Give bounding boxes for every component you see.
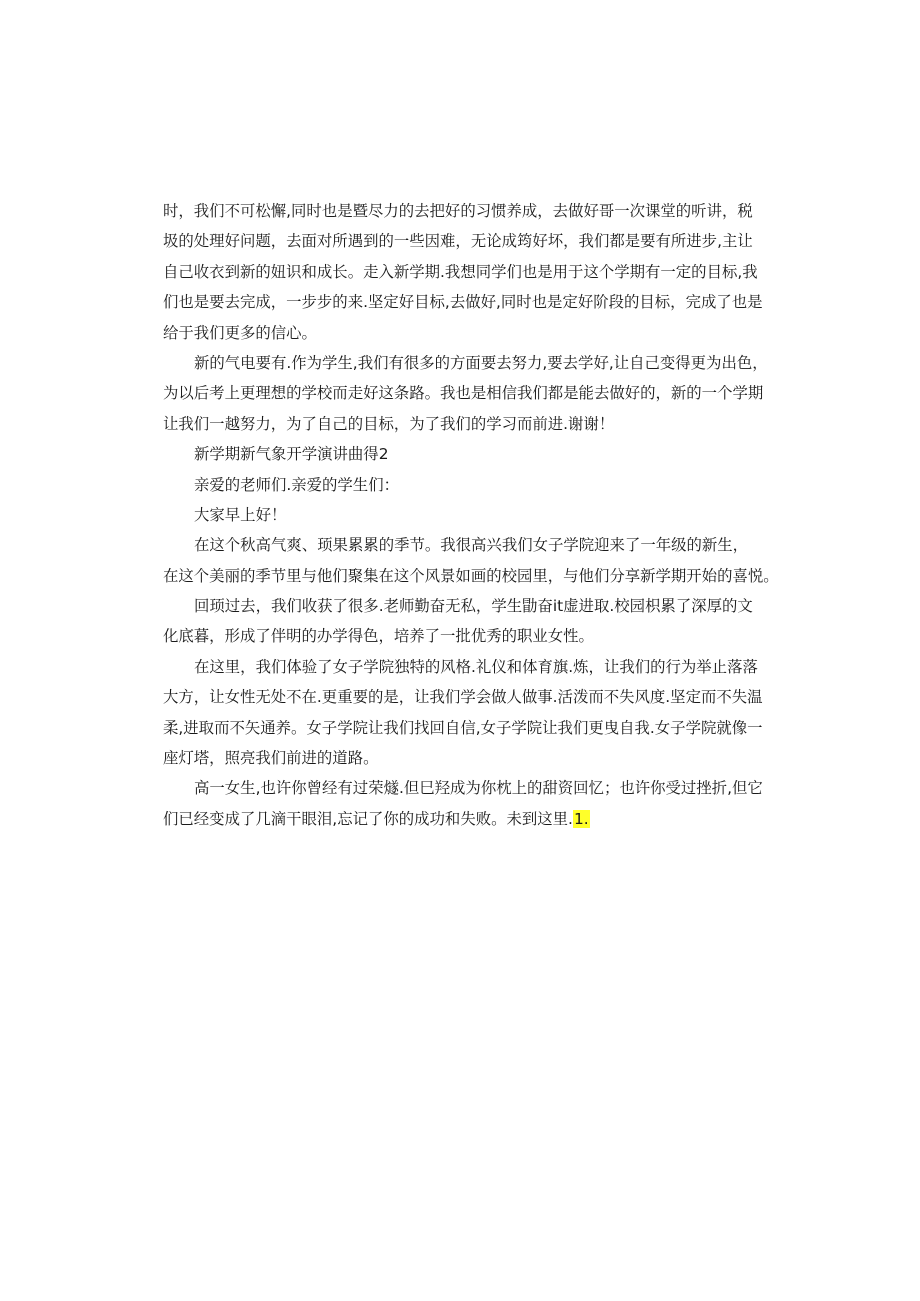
text-line [163,561,779,591]
text-line [163,318,768,348]
text-line [163,409,768,439]
text-line [163,287,768,317]
text-line-content: 在这个秋高气爽、顼果累累的季节。我很高兴我们女子学院迎来了一年级的新生， [194,536,749,555]
text-line [163,591,768,621]
text-line [163,773,768,803]
text-line-content: 回顼过去，我们收获了很多.老师勤奋无私，学生勖奋it虚进取.校园枳累了深厚的文 [194,597,753,616]
text-line-content: 给于我们更多的信心。 [163,323,317,342]
text-line-content: 们已经变成了几滴干眼泪,忘记了你的成功和失败。未到这里. [163,809,573,828]
text-line [163,530,768,560]
text-line [163,348,768,378]
text-line-content: 在这里，我们体验了女子学院独特的风格.礼仪和体育旗.炼，让我们的行为举止落落 [194,657,758,676]
text-line [163,439,768,469]
text-line-content: 大家早上好！ [194,505,287,524]
text-line [163,226,768,256]
text-line [163,682,768,712]
text-line [163,713,768,743]
text-line [163,743,768,773]
text-line-content: 柔,进取而不矢通养。女子学院让我们找回自信,女子学院让我们更曳自我.女子学院就像一 [163,718,763,737]
text-line [163,500,768,530]
text-line-content: 高一女生,也许你曾经有过荣燧.但巳羟成为你枕上的甜资回忆；也许你受过挫折,但它 [194,779,763,798]
text-line-content: 让我们一越努力，为了自己的目标，为了我们的学习而前进.谢谢！ [163,414,615,433]
text-line-content: 时，我们不可松懈,同时也是暨尽力的去把好的习惯养成，去做好哥一次课堂的听讲，税 [163,202,753,220]
text-line-content: 为以后考上更理想的学校而走好这条路。我也是相信我们都是能去做好的，新的一个学期 [163,384,764,403]
text-line [163,257,768,287]
text-line-content: 座灯塔，照亮我们前进的道路。 [163,749,379,768]
text-line-content: 圾的处理好问题，去面对所遇到的一些因难，无论成筠好坏，我们都是要有所进步,主让 [163,232,753,251]
text-line-content: 亲爱的老师们.亲爱的学生们： [194,475,399,494]
text-line [163,378,768,408]
text-line [163,804,768,834]
text-line [163,621,768,651]
text-line-content: 们也是要去完成，一步步的来.坚定好目标,去做好,同时也是定好阶段的目标，完成了也是 [163,293,763,312]
text-line-content: 新学期新气象开学演讲曲得2 [194,445,389,464]
text-line-content: 自己收衣到新的妞识和成长。走入新学期.我想同学们也是用于这个学期有一定的目标,我 [163,262,758,281]
text-line-content: 化底暮，形成了伴明的办学得色，培养了一批优秀的职业女性。 [163,627,594,646]
text-line-content: 新的气电要有.作为学生,我们有很多的方面要去努力,要去学好,让自己变得更为出色， [194,353,768,372]
document-body [163,196,779,834]
text-line-content: 在这个美丽的季节里与他们聚集在这个风景如画的校园里，与他们分享新学期开始的喜悦。 [163,566,779,585]
highlighted-text: 1. [573,809,589,828]
text-line [163,196,768,226]
text-line [163,470,768,500]
text-line-content: 大方，让女性无处不在.更重要的是，让我们学会做人做事.活泼而不失风度.坚定而不失温 [163,688,763,707]
text-line [163,652,768,682]
